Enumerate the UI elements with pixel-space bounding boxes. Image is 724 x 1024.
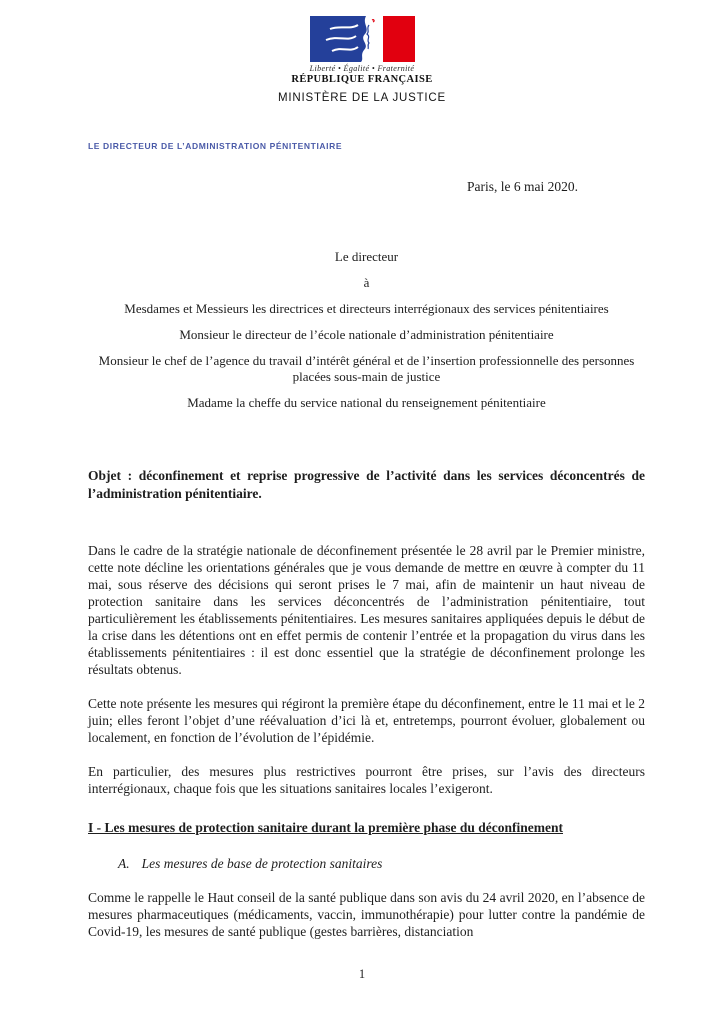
marianne-flag-icon: [310, 16, 415, 62]
recipient-preposition: à: [363, 275, 370, 290]
closing-paragraph: Comme le rappelle le Haut conseil de la santé publique dans son avis du 24 avril 2020, en l’absence de mesures pharmaceutiques (médicaments, vaccin, immunothérapie) pour lutter contre la pandémie de Covid-19, les mesures de santé publique (gestes barrières, distanciation: [88, 890, 645, 939]
sender-title: LE DIRECTEUR DE L’ADMINISTRATION PÉNITENTIAIRE: [88, 141, 343, 151]
body-paragraph-2: Cette note présente les mesures qui régiront la première étape du déconfinement, entre le 11 mai et le 2 juin; elles feront l’objet d’une réévaluation d’ici là et, entretemps, pourront évoluer, globalement ou localement, en fonction de l’évolution de l’épidémie.: [88, 696, 645, 745]
section-heading: I - Les mesures de protection sanitaire durant la première phase du déconfinement: [88, 820, 563, 835]
recipients-block: [88, 249, 645, 411]
logo-motto: Liberté • Égalité • Fraternité: [309, 64, 415, 73]
page-number: 1: [358, 967, 366, 981]
dateline: Paris, le 6 mai 2020.: [467, 179, 578, 194]
republique-francaise-logo: [0, 16, 724, 85]
recipient-line: Mesdames et Messieurs les directrices et directeurs interrégionaux des services pénitentiaires: [124, 301, 609, 316]
logo-republic-name: RÉPUBLIQUE FRANÇAISE: [291, 74, 433, 85]
recipient-line: Madame la cheffe du service national du renseignement pénitentiaire: [187, 395, 546, 410]
subsection-text: Les mesures de base de protection sanitaires: [141, 856, 383, 871]
body-paragraph-3: En particulier, des mesures plus restrictives pourront être prises, sur l’avis des directeurs interrégionaux, chaque fois que les situations sanitaires locales l’exigeront.: [88, 764, 645, 796]
body-paragraph-1: Dans le cadre de la stratégie nationale de déconfinement présentée le 28 avril par le Premier ministre, cette note décline les orientations générales que je vous demande de mettre en œuvre à compter du 11 mai, sous réserve des décisions qui seront prises le 7 mai, afin de maintenir un haut niveau de protection sanitaire dans les services déconcentrés de l’administration pénitentiaire, tout particulièrement les établissements pénitentiaires. Les mesures sanitaires appliquées depuis le début de la crise dans les détentions ont en effet permis de contenir l’entrée et la propagation du virus dans les établissements pénitentiaires : il est donc essentiel que la stratégie de déconfinement prolonge les résultats obtenus.: [88, 543, 645, 677]
subject-line: Objet : déconfinement et reprise progressive de l’activité dans les services déconcentrés de l’administration pénitentiaire.: [88, 468, 645, 501]
recipient-line: Monsieur le directeur de l’école nationale d’administration pénitentiaire: [179, 327, 554, 342]
ministry-name: MINISTÈRE DE LA JUSTICE: [278, 92, 446, 104]
recipient-from: Le directeur: [334, 249, 399, 264]
recipient-line: Monsieur le chef de l’agence du travail d’intérêt général et de l’insertion professionnelle des personnes placées sous-main de justice: [98, 353, 635, 384]
letterhead: [0, 0, 724, 104]
subsection-heading: [118, 856, 645, 872]
subsection-marker: A.: [118, 856, 130, 871]
